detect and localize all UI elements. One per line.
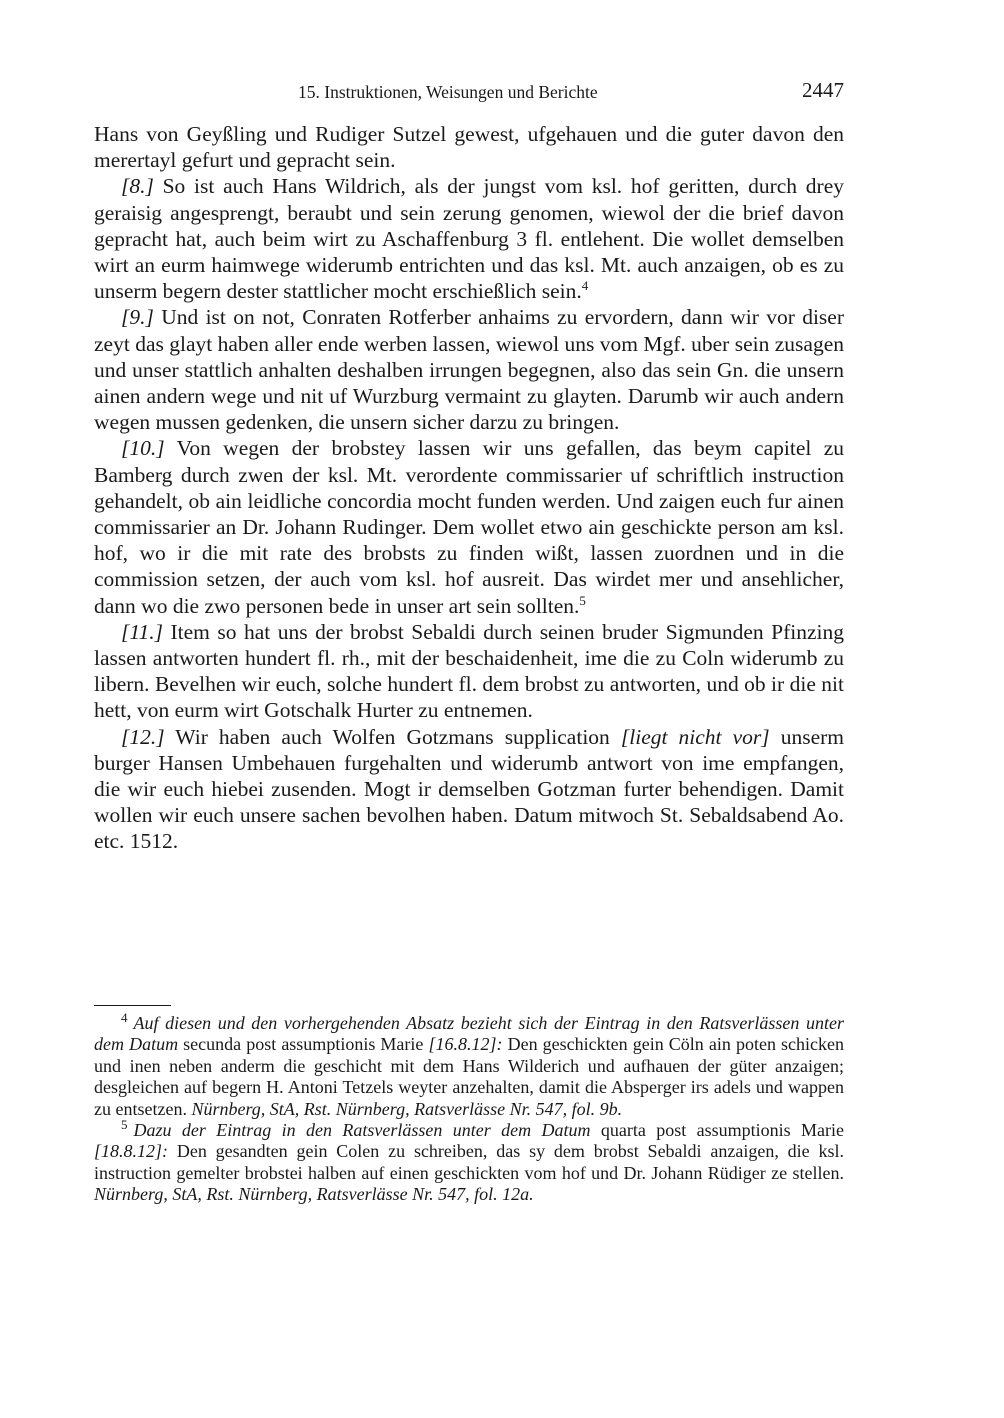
paragraph-10	[94, 435, 844, 618]
footnote-ref: 4	[581, 278, 589, 294]
paragraph-12	[94, 724, 844, 855]
footnote-text: Den gesandten gein Colen zu schreiben, das sy dem brobst Sebaldi anzaigen, die ksl. instruction gemelter brobstei halben auf einen geschickten vom hof und Dr. Johann Rüdiger ze stellen.	[94, 1141, 844, 1183]
section-marker: [11.]	[121, 619, 164, 644]
paragraph-9	[94, 304, 844, 435]
footnote-date: [18.8.12]:	[94, 1141, 169, 1162]
page-number: 2447	[802, 78, 844, 102]
footnote-text-italic: Auf diesen und den vorhergehenden Absatz bezieht sich der Eintrag in den Ratsverlässen unter dem Datum	[94, 1013, 844, 1055]
section-marker: [12.]	[121, 724, 165, 749]
footnote-number: 4	[121, 1010, 128, 1025]
paragraph-11	[94, 619, 844, 724]
footnote-text: secunda post assumptionis Marie	[178, 1034, 429, 1055]
paragraph-continuation: Hans von Geyßling und Rudiger Sutzel gewest, ufgehauen und die guter davon den merertayl gefurt und gepracht sein.	[94, 122, 844, 173]
paragraph-text: Und ist on not, Conraten Rotferber anhaims zu ervordern, dann wir vor diser zeyt das glayt haben aller ende werben lassen, wiewol uns vom Mgf. uber sein zusagen und unser stattlich anhalten deshalben irrungen begegnen, also das sein Gn. die unsern ainen andern wege und nit uf Wurzburg vermaint zu glayten. Darumb wir auch andern wegen mussen gedenken, die unsern sicher darzu zu bringen.	[94, 305, 844, 435]
footnote-rule	[94, 1005, 171, 1006]
footnote-text: quarta post assumptionis Marie	[590, 1120, 844, 1141]
running-title: 15. Instruktionen, Weisungen und Berichte	[298, 82, 598, 102]
paragraph-text: Wir haben auch Wolfen Gotzmans supplication	[164, 724, 621, 749]
paragraph-text: So ist auch Hans Wildrich, als der jungst vom ksl. hof geritten, durch drey geraisig angesprengt, beraubt und sein zerung genomen, wiewol der die brief davon gepracht hat, auch beim wirt zu Aschaffenburg 3 fl. entlehent. Die wollet demselben wirt an eurm haimwege widerumb entrichten und das ksl. Mt. auch anzaigen, ob es zu unserm begern dester stattlicher mocht erschießlich sein.	[94, 174, 844, 304]
paragraph-text: Item so hat uns der brobst Sebaldi durch seinen bruder Sigmunden Pfinzing lassen antworten hundert fl. rh., mit der beschaidenheit, ime die zu Coln widerumb zu libern. Bevelhen wir euch, solche hundert fl. dem brobst zu antworten, und ob ir die nit hett, von eurm wirt Gotschalk Hurter zu entnemen.	[94, 619, 844, 723]
footnote-text: Den geschickten gein Cöln ain poten schicken und inen neben anderm die geschicht mit dem Hans Wilderich und aufhauen der güter anzaigen; desgleichen auf begern H. Antoni Tetzels weyter anzehalten, damit die Absperger irs adels und wappen zu entsetzen.	[94, 1034, 845, 1119]
footnote-date: [16.8.12]:	[428, 1034, 503, 1055]
main-text	[94, 121, 844, 855]
footnote-4	[94, 1010, 845, 1120]
footnote-ref: 5	[579, 592, 586, 608]
section-marker: [8.]	[121, 174, 154, 199]
paragraph-text: Von wegen der brobstey lassen wir uns gefallen, das beym capitel zu Bamberg durch zwen der ksl. Mt. verordente commissarier uf schriftlich instruction gehandelt, ob ain leidliche concordia mocht funden werden. Und zaigen euch fur ainen commissarier an Dr. Johann Rudinger. Dem wollet etwo ain geschickte person am ksl. hof, wo ir die mit rate des brobsts zu finden wißt, lassen zuordnen und in die commission setzen, der auch vom ksl. hof ausreit. Das wirdet mer und ansehlicher, dann wo die zwo personen bede in unser art sein sollten.	[94, 436, 844, 618]
footnotes	[94, 1010, 845, 1206]
footnote-source: Nürnberg, StA, Rst. Nürnberg, Ratsverlässe Nr. 547, fol. 9b.	[191, 1098, 623, 1119]
page-header	[94, 79, 844, 109]
footnote-5	[94, 1117, 844, 1206]
footnote-source: Nürnberg, StA, Rst. Nürnberg, Ratsverlässe Nr. 547, fol. 12a.	[94, 1184, 534, 1205]
paragraph-8	[94, 173, 844, 304]
section-marker: [9.]	[121, 305, 154, 330]
editorial-note: [liegt nicht vor]	[620, 724, 770, 749]
footnote-number: 5	[121, 1117, 128, 1133]
section-marker: [10.]	[121, 436, 165, 461]
footnote-text-italic: Dazu der Eintrag in den Ratsverlässen unter dem Datum	[133, 1120, 591, 1141]
paragraph-text: unserm burger Hansen Umbehauen furgehalten und widerumb antwort von ime empfangen, die wir euch hiebei zusenden. Mogt ir demselben Gotzman furter behendigen. Damit wollen wir euch unsere sachen bevolhen haben. Datum mitwoch St. Sebaldsabend Ao. etc. 1512.	[94, 724, 844, 854]
